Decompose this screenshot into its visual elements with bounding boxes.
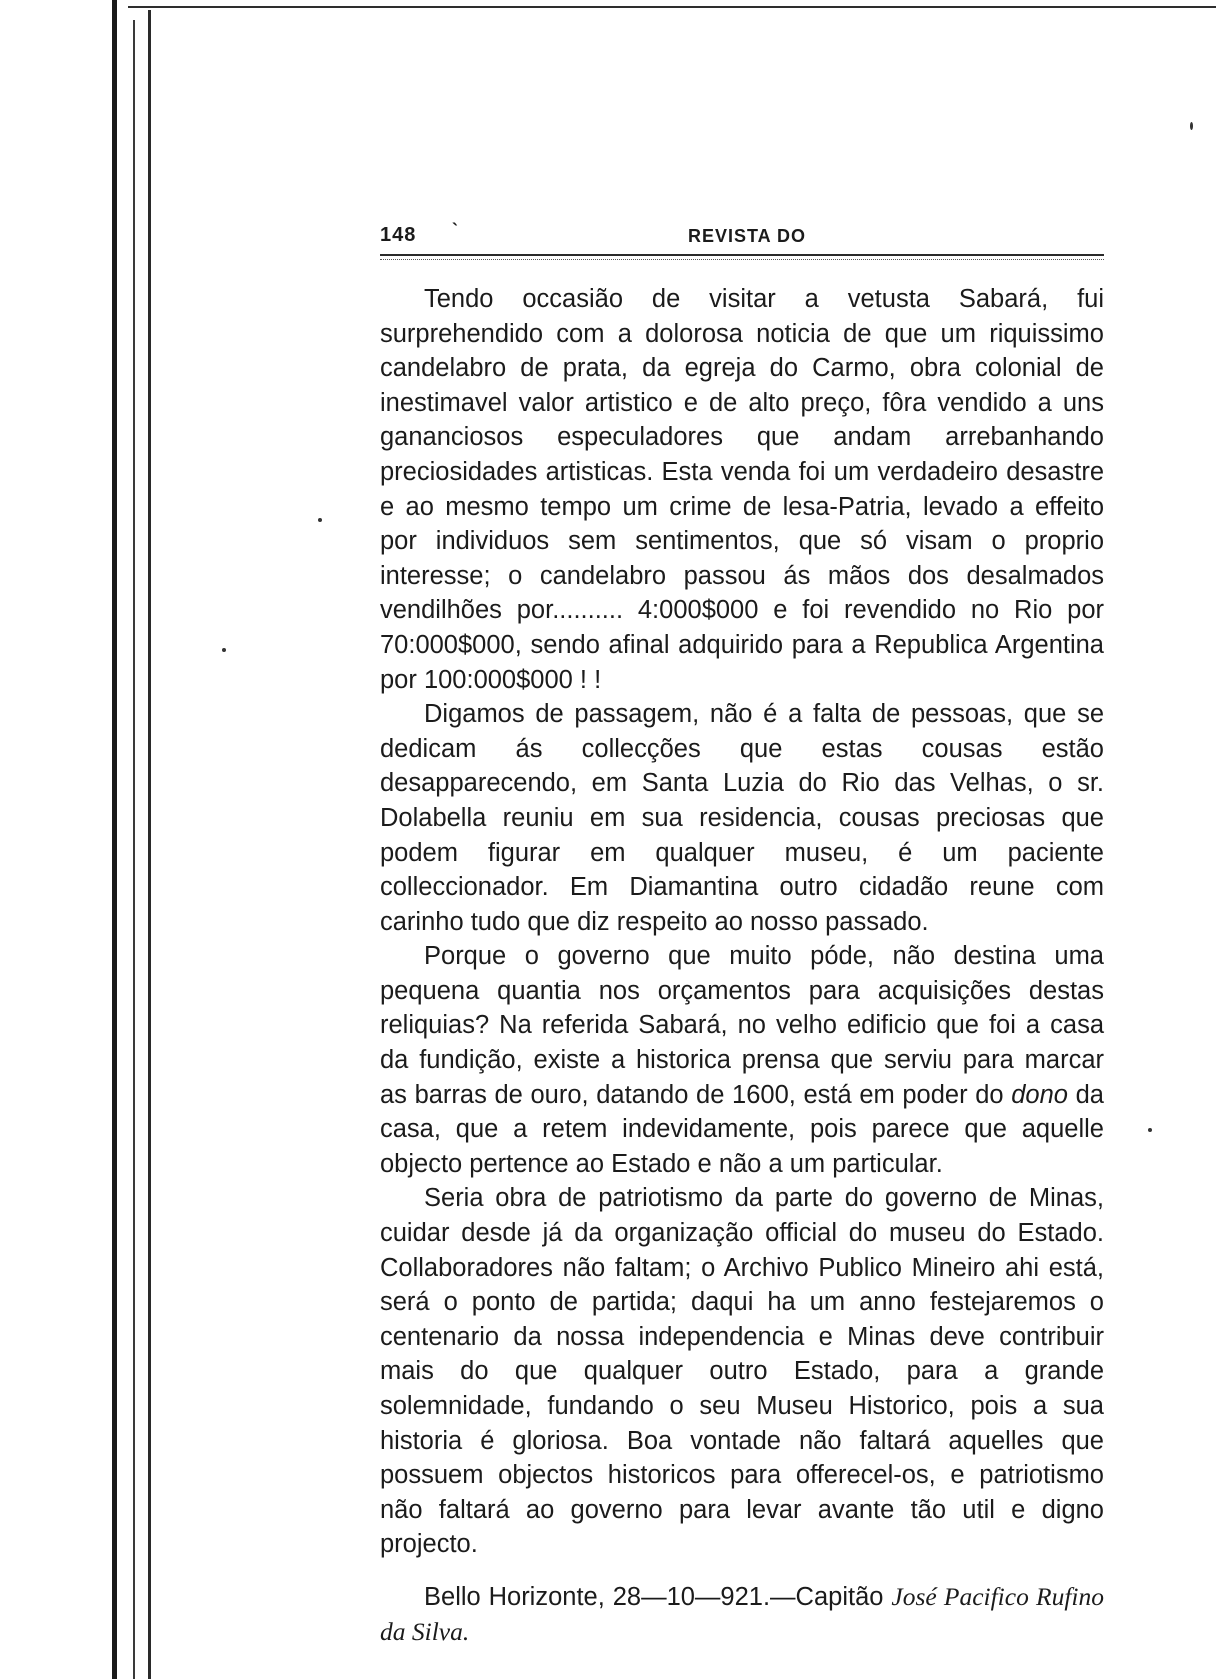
signature-name: José Pacifico Rufino da Silva. <box>380 1581 1105 1646</box>
page-number: 148 <box>380 224 417 246</box>
print-speck <box>222 648 226 652</box>
paragraph: Digamos de passagem, não é a falta de pessoas, que se dedicam ás collecções que estas cousas estão desapparecendo, em Santa Luzia do Rio das Velhas, o sr. Dolabella reuniu em sua residencia, cousas preciosas que podem figurar em qualquer museu, é um paciente colleccionador. Em Diamantina outro cidadão reune com carinho tudo que diz respeito ao nosso passado. <box>380 700 1104 936</box>
document-page <box>380 222 1104 1649</box>
print-speck <box>1190 122 1193 130</box>
running-header <box>380 222 1104 254</box>
tick-mark: ` <box>452 220 459 240</box>
spine-line <box>133 20 135 1679</box>
running-title: REVISTA DO <box>688 226 807 246</box>
italic-word: dono <box>1011 1080 1068 1109</box>
print-speck <box>1148 1128 1152 1132</box>
spine-line <box>148 10 151 1679</box>
page-top-edge <box>128 6 1216 8</box>
paragraph-text: Porque o governo que muito póde, não destina uma pequena quantia nos orçamentos para acquisições destas reliquias? Na referida Sabará, no velho edificio que foi a casa da fundição, existe a historica prensa que serviu para marcar as barras de ouro, datando de 1600, está em poder do <box>380 942 1104 1109</box>
paragraph-text: da casa, que a retem indevidamente, pois parece que aquelle objecto pertence ao Estado e não a um particular. <box>380 1080 1104 1178</box>
paragraph <box>380 939 1104 1181</box>
paragraph: Tendo occasião de visitar a vetusta Sabará, fui surprehendido com a dolorosa noticia de que um riquissimo candelabro de prata, da egreja do Carmo, obra colonial de inestimavel valor artistico e de alto preço, fôra vendido a uns gananciosos especuladores que andam arrebanhando preciosidades artisticas. Esta venda foi um verdadeiro desastre e ao mesmo tempo um crime de lesa-Patria, levado a effeito por individuos sem sentimentos, que só visam o proprio interesse; o candelabro passou ás mãos dos desalmados vendilhões por.......... 4:000$000 e foi revendido no Rio por 70:000$000, sendo afinal adquirido para a Republica Argentina por 100:000$000 ! ! <box>380 285 1104 694</box>
paragraph: Seria obra de patriotismo da parte do governo de Minas, cuidar desde já da organização official do museu do Estado. Collaboradores não faltam; o Archivo Publico Mineiro ahi está, será o ponto de partida; daqui ha um anno festejaremos o centenario da nossa independencia e Minas deve contribuir mais do que qualquer outro Estado, para a grande solemnidade, fundando o seu Museu Historico, pois a sua historia é gloriosa. Boa vontade não faltará aquelles que possuem objectos historicos para offerecel-os, e patriotismo não faltará ao governo para levar avante tão util e digno projecto. <box>380 1184 1104 1559</box>
book-spine <box>0 0 160 1679</box>
signature-place-date: Bello Horizonte, 28—10—921.—Capitão <box>424 1582 884 1611</box>
spine-line <box>112 0 117 1679</box>
print-speck <box>318 518 322 522</box>
article-body <box>380 282 1104 1649</box>
signature-line <box>380 1580 1104 1649</box>
header-rule <box>380 254 1104 260</box>
